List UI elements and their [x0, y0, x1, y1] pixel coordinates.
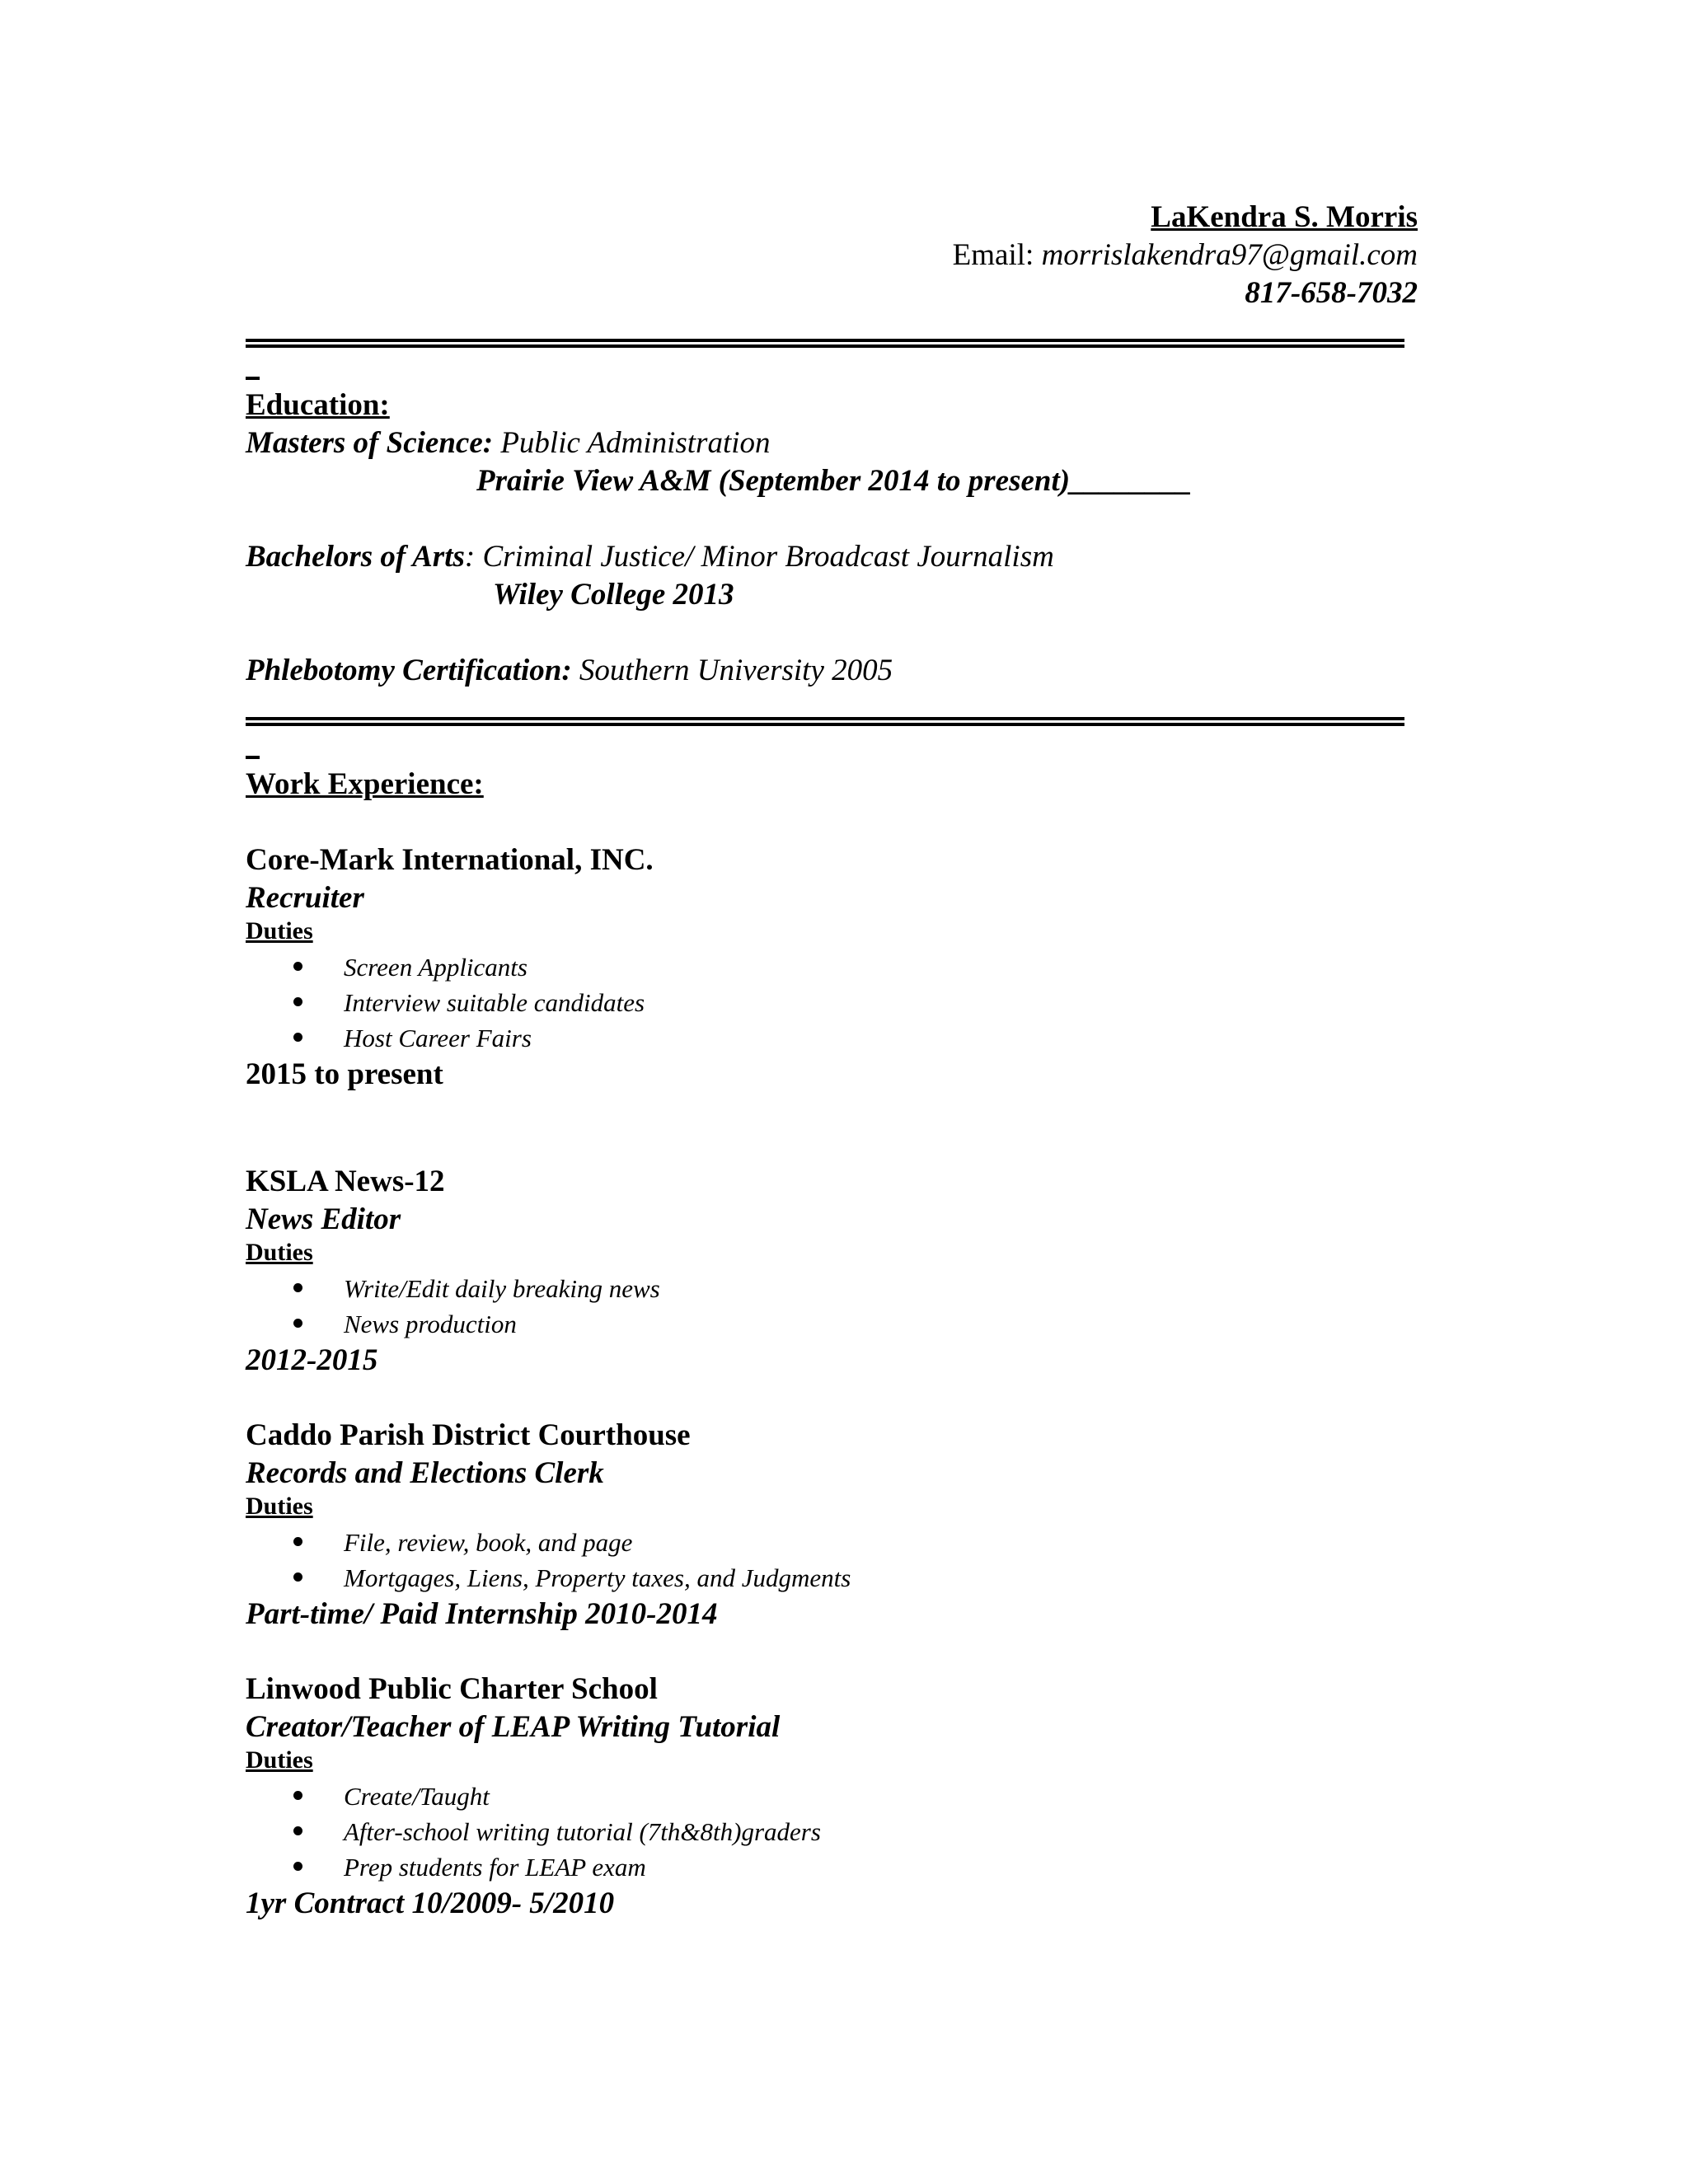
section-divider [246, 717, 1404, 727]
bullet-icon [293, 997, 302, 1006]
bachelors-degree [246, 541, 1054, 572]
duties-label: Duties [246, 1746, 313, 1774]
duty-text: File, review, book, and page [344, 1528, 633, 1557]
masters-field: Public Administration [493, 426, 771, 460]
email-line [953, 240, 1418, 270]
bullet-icon [293, 1537, 302, 1546]
bullet-icon [293, 1791, 302, 1800]
job-position: Records and Elections Clerk [246, 1456, 604, 1490]
bullet-icon [293, 1862, 302, 1871]
certification-value: Southern University 2005 [571, 654, 893, 687]
duty-text: Write/Edit daily breaking news [344, 1274, 660, 1303]
certification [246, 655, 893, 686]
duty-text: Mortgages, Liens, Property taxes, and Judgments [344, 1563, 851, 1592]
employer-name: Core-Mark International, INC. [246, 843, 654, 877]
masters-degree [246, 428, 771, 458]
employer-name: Caddo Parish District Courthouse [246, 1418, 691, 1452]
duty-text: Create/Taught [344, 1782, 490, 1811]
bullet-icon [293, 1283, 302, 1292]
duty-text: Host Career Fairs [344, 1024, 532, 1052]
duty-text: Interview suitable candidates [344, 988, 645, 1017]
duty-text: Prep students for LEAP exam [344, 1853, 646, 1882]
job-dates: Part-time/ Paid Internship 2010-2014 [246, 1597, 718, 1631]
duty-text: News production [344, 1310, 517, 1338]
duty-text: Screen Applicants [344, 953, 528, 982]
divider-stub [246, 377, 260, 380]
job-position: Creator/Teacher of LEAP Writing Tutorial [246, 1710, 781, 1744]
email-label: Email: [952, 238, 1042, 272]
job-dates: 2012-2015 [246, 1343, 378, 1377]
job-dates: 1yr Contract 10/2009- 5/2010 [246, 1886, 615, 1920]
bullet-icon [293, 1826, 302, 1835]
bullet-icon [293, 962, 302, 971]
masters-school: Prairie View A&M (September 2014 to present)________ [476, 464, 1193, 498]
duties-label: Duties [246, 917, 313, 944]
email-address: morrislakendra97@gmail.com [1041, 238, 1418, 272]
work-experience-heading: Work Experience: [246, 767, 484, 801]
job-position: News Editor [246, 1202, 401, 1236]
employer-name: Linwood Public Charter School [246, 1672, 658, 1706]
duties-label: Duties [246, 1239, 313, 1266]
bachelors-school: Wiley College 2013 [493, 578, 734, 612]
certification-label: Phlebotomy Certification: [246, 654, 572, 687]
employer-name: KSLA News-12 [246, 1165, 445, 1198]
bachelors-label: Bachelors of Arts [246, 540, 465, 574]
bullet-icon [293, 1033, 302, 1042]
duties-label: Duties [246, 1493, 313, 1520]
job-dates: 2015 to present [246, 1057, 443, 1091]
bullet-icon [293, 1572, 302, 1582]
bullet-icon [293, 1319, 302, 1328]
phone-number: 817-658-7032 [1245, 276, 1418, 310]
duty-text: After-school writing tutorial (7th&8th)graders [344, 1817, 821, 1846]
section-divider [246, 339, 1404, 349]
masters-label: Masters of Science: [246, 426, 494, 460]
divider-stub [246, 756, 260, 759]
bachelors-field: : Criminal Justice/ Minor Broadcast Journalism [464, 540, 1054, 574]
applicant-name: LaKendra S. Morris [1151, 200, 1418, 234]
job-position: Recruiter [246, 881, 364, 915]
education-heading: Education: [246, 388, 390, 422]
